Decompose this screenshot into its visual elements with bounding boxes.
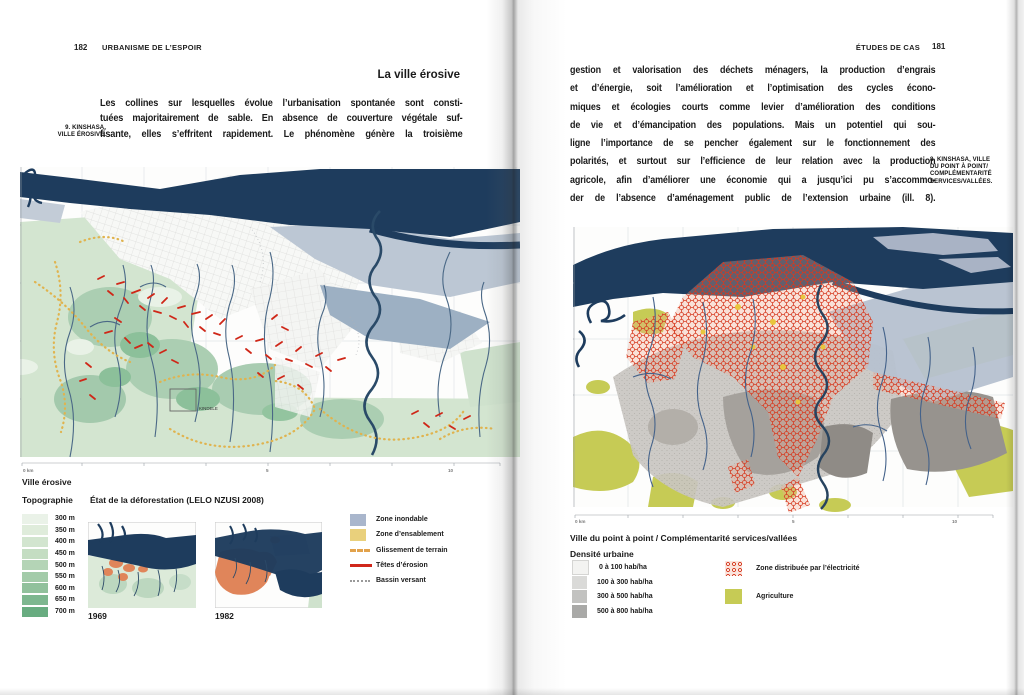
right-map-scale-end: 10 bbox=[952, 519, 958, 524]
left-running-head: URBANISME DE L’ESPOIR bbox=[102, 43, 202, 52]
right-margin-caption: 8. KINSHASA, VILLE DU POINT À POINT/ COMPLÉMENTARITÉ SERVICES/VALLÉES. bbox=[930, 157, 993, 185]
legend-item-electricity: Zone distribuée par l’électricité bbox=[725, 561, 859, 576]
elevation-swatch bbox=[22, 525, 48, 535]
right-body-text: gestion et valorisation des déchets ménagers, la production d’engrais et d’énergie, soit l’amélioration et l’optimisation des cycles écono- miques et écologies courts comme levier d’amélioration des conditions de vie et d’émancipation des populations. Mais un potentiel qui sou- ligne l’importance de se pencher également sur le fonctionnement des polarités, et surtout sur l’efficience de leur relation avec la production agricole, afin d’améliorer une économie qui a jusqu’ici pu s’accommo- der de l’absence d’aménagement public de l’extension urbaine (ill. 8). bbox=[570, 65, 936, 205]
basin-swatch bbox=[350, 580, 370, 582]
legend-item-landslide: Glissement de terrain bbox=[350, 543, 448, 558]
agriculture-swatch bbox=[725, 589, 742, 604]
right-map-scale-start: 0 km bbox=[575, 519, 586, 524]
erosion-head-swatch bbox=[350, 564, 372, 567]
right-page-number: 181 bbox=[932, 42, 946, 51]
deforestation-map-1969 bbox=[88, 522, 196, 608]
left-page-number: 182 bbox=[74, 43, 88, 52]
kindele-label: KINDELE bbox=[199, 406, 218, 411]
body-line: Les collines sur lesquelles évolue l’urbanisation spontanée sont consti- bbox=[100, 98, 463, 109]
elevation-swatch bbox=[22, 583, 48, 593]
section-title: La ville érosive bbox=[377, 69, 460, 81]
density-item: 100 à 300 hab/ha bbox=[572, 575, 653, 590]
legend-item-basin: Bassin versant bbox=[350, 573, 448, 588]
density-item: 0 à 100 hab/ha bbox=[572, 560, 653, 575]
left-map-scale-mid: 5 bbox=[266, 468, 269, 473]
page-edge-bottom bbox=[0, 688, 1024, 695]
minimap-year-1969: 1969 bbox=[88, 611, 107, 621]
right-running-head: ÉTUDES DE CAS bbox=[855, 43, 920, 52]
left-body-text bbox=[100, 96, 463, 142]
elevation-swatch bbox=[22, 537, 48, 547]
density-swatch bbox=[572, 560, 589, 575]
minimap-year-1982: 1982 bbox=[215, 611, 234, 621]
erosive-city-map bbox=[20, 167, 520, 473]
density-label: Densité urbaine bbox=[570, 549, 634, 559]
sand-zone-swatch bbox=[350, 529, 366, 541]
landslide-swatch bbox=[350, 549, 370, 552]
legend-item-erosion: Têtes d’érosion bbox=[350, 558, 448, 573]
left-map-scale-start: 0 km bbox=[23, 468, 34, 473]
density-legend bbox=[572, 560, 653, 619]
density-item: 500 à 800 hab/ha bbox=[572, 604, 653, 619]
elevation-swatch bbox=[22, 595, 48, 605]
legend-title-point-a-point: Ville du point à point / Complémentarité services/vallées bbox=[570, 533, 798, 543]
left-map-scale-end: 10 bbox=[448, 468, 454, 473]
deforestation-title: État de la déforestation (LELO NZUSI 2008) bbox=[90, 495, 264, 505]
legend-topography-label: Topographie bbox=[22, 495, 73, 505]
elevation-swatch bbox=[22, 572, 48, 582]
left-margin-caption: 9. KINSHASA, VILLE ÉROSIVE. bbox=[57, 125, 106, 139]
point-a-point-map bbox=[573, 227, 1013, 523]
legend-item-agriculture: Agriculture bbox=[725, 589, 793, 604]
deforestation-map-1982 bbox=[215, 522, 322, 608]
elevation-swatch bbox=[22, 560, 48, 570]
body-line: fisante, elles s’effritent rapidement. Le phénomène génère la troisième bbox=[100, 128, 463, 140]
density-swatch bbox=[572, 576, 587, 589]
legend-title-erosive: Ville érosive bbox=[22, 477, 72, 487]
right-map-scale-mid: 5 bbox=[792, 519, 795, 524]
density-swatch bbox=[572, 605, 587, 618]
body-line: tuées majoritairement de sable. En absence de couverture végétale suf- bbox=[100, 113, 463, 125]
erosive-legend-items bbox=[350, 512, 448, 588]
elevation-swatch bbox=[22, 514, 48, 524]
electricity-swatch bbox=[725, 561, 742, 576]
elevation-swatch bbox=[22, 549, 48, 559]
flood-zone-swatch bbox=[350, 514, 366, 526]
density-item: 300 à 500 hab/ha bbox=[572, 590, 653, 605]
legend-item-flood: Zone inondable bbox=[350, 512, 448, 527]
density-swatch bbox=[572, 590, 587, 603]
elevation-swatch bbox=[22, 607, 48, 617]
legend-item-sand: Zone d’ensablement bbox=[350, 527, 448, 542]
elevation-scale: 300 m 350 m 400 m 450 m 500 m 550 m 600 m 650 m 700 m bbox=[22, 513, 75, 617]
